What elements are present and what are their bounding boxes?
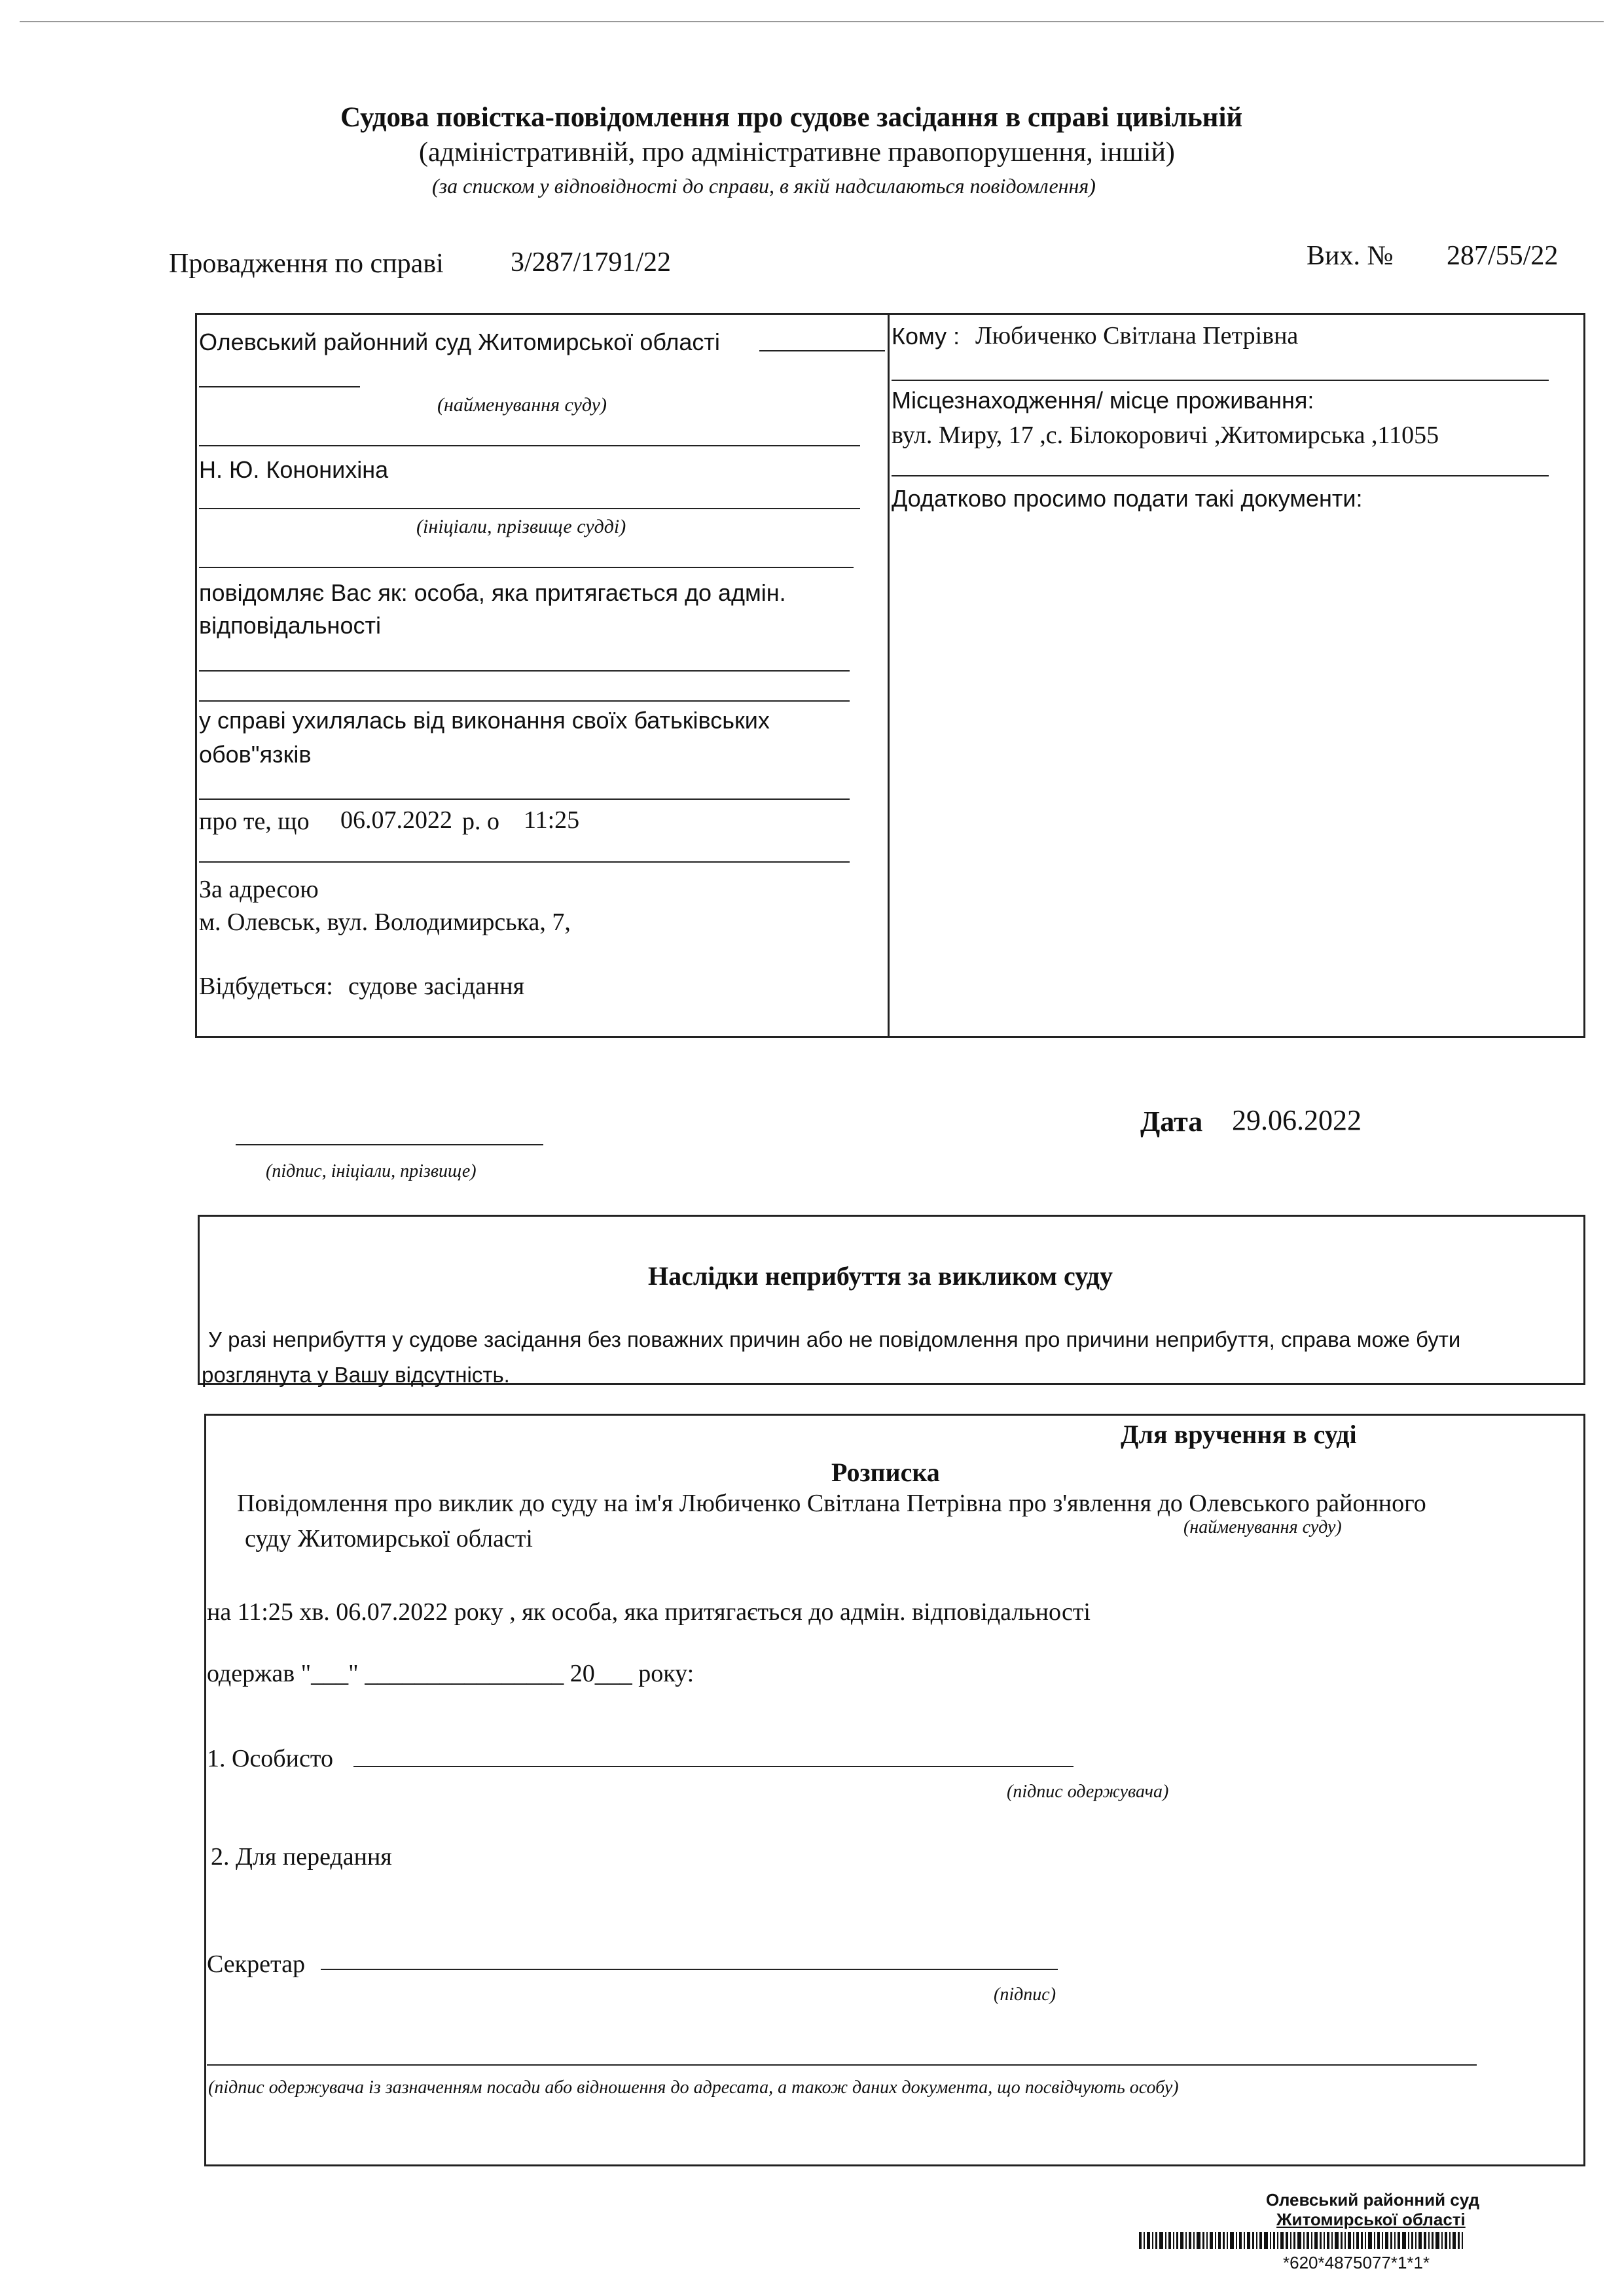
consequences-text-line1: У разі неприбуття у судове засідання без поважних причин або не повідомлення про причини неприбуття, справа може бути (208, 1327, 1461, 1352)
location-label: Місцезнаходження/ місце проживання: (892, 387, 1314, 414)
notifies-line-a (199, 670, 850, 672)
notifies-as-line1: повідомляє Вас як: особа, яка притягається до адмін. (199, 579, 786, 606)
personally-line (353, 1766, 1074, 1767)
event-type: судове засідання (348, 973, 525, 1000)
judge-line (199, 508, 860, 509)
hearing-time: 11:25 (524, 806, 580, 834)
receipt-court-caption: (найменування суду) (1183, 1517, 1342, 1537)
recipient-location: вул. Миру, 17 ,с. Білокоровичі ,Житомирська ,11055 (892, 422, 1439, 449)
hearing-address: м. Олевськ, вул. Володимирська, 7, (199, 908, 571, 936)
notifies-line-b (199, 700, 850, 702)
for-court-label: Для вручення в суді (1121, 1420, 1357, 1449)
secretary-label: Секретар (207, 1950, 305, 1978)
received-line: одержав "___" ________________ 20___ року: (207, 1660, 695, 1687)
event-label: Відбудеться: (199, 973, 333, 1000)
court-name-line-2 (199, 386, 360, 387)
stamp-court-line1: Олевський районний суд (1266, 2190, 1480, 2210)
personally-label: 1. Особисто (207, 1745, 333, 1772)
stamp-court-line2: Житомирської області (1276, 2210, 1466, 2229)
recipient-sig-caption: (підпис одержувача) (1007, 1782, 1169, 1802)
date-label: Дата (1140, 1105, 1203, 1138)
location-line (892, 475, 1549, 476)
extra-docs-label: Додатково просимо подати такі документи: (892, 485, 1363, 512)
judge-name: Н. Ю. Кононихіна (199, 456, 389, 483)
judge-caption: (ініціали, прізвище судді) (416, 516, 626, 537)
recipient-line (892, 380, 1549, 381)
document-subtitle: (адміністративній, про адміністративне правопорушення, іншій) (419, 137, 1175, 168)
consequences-text-line2: розглянута у Вашу відсутність. (202, 1363, 510, 1387)
court-caption-line (199, 445, 860, 446)
judge-caption-line (199, 567, 854, 568)
column-divider (888, 313, 890, 1038)
issue-date: 29.06.2022 (1232, 1104, 1362, 1136)
barcode (1139, 2232, 1597, 2249)
barcode-code: *620*4875077*1*1* (1283, 2253, 1430, 2272)
recipient-label: Кому : (892, 323, 960, 350)
hearing-when-label: про те, що (199, 808, 310, 835)
bottom-sig-caption: (підпис одержувача із зазначенням посади або відношення до адресата, а також даних документа, що посвідчують особу) (208, 2077, 1179, 2098)
receipt-title: Розписка (831, 1458, 940, 1487)
notifies-as-line2: відповідальності (199, 612, 381, 639)
signature-caption: (підпис, ініціали, прізвище) (266, 1161, 477, 1181)
signature-line (236, 1144, 543, 1145)
document-title: Судова повістка-повідомлення про судове засідання в справі цивільній (340, 102, 1243, 133)
case-description-line2: обов"язків (199, 741, 312, 768)
proceeding-label: Провадження по справі (169, 249, 444, 279)
court-name-line (759, 350, 885, 351)
recipient-name: Любиченко Світлана Петрівна (975, 322, 1299, 350)
scan-edge-line (20, 21, 1604, 22)
outgoing-number: 287/55/22 (1447, 241, 1559, 271)
receipt-line1: Повідомлення про виклик до суду на ім'я Любиченко Світлана Петрівна про з'явлення до Олевського районного (237, 1490, 1426, 1517)
case-description-line1: у справі ухилялась від виконання своїх батьківських (199, 707, 770, 734)
court-name: Олевський районний суд Житомирської області (199, 329, 720, 355)
bottom-sig-line (207, 2064, 1477, 2066)
secretary-line (321, 1969, 1058, 1970)
hearing-time-prefix: р. о (462, 808, 499, 835)
proceeding-number: 3/287/1791/22 (511, 247, 672, 278)
outgoing-label: Вих. № (1307, 241, 1394, 271)
hearing-date: 06.07.2022 (340, 806, 452, 834)
address-label: За адресою (199, 876, 319, 903)
secretary-sig-caption: (підпис) (994, 1984, 1056, 2005)
court-caption: (найменування суду) (437, 394, 607, 416)
document-note: (за списком у відповідності до справи, в якій надсилаються повідомлення) (432, 174, 1096, 198)
case-line (199, 798, 850, 800)
consequences-title: Наслідки неприбуття за викликом суду (648, 1261, 1113, 1291)
consequences-box (198, 1215, 1585, 1385)
time-line (199, 861, 850, 863)
receipt-line3: на 11:25 хв. 06.07.2022 року , як особа, яка притягається до адмін. відповідальності (207, 1598, 1091, 1626)
receipt-line2: суду Житомирської області (245, 1525, 533, 1552)
transfer-label: 2. Для передання (211, 1843, 392, 1871)
